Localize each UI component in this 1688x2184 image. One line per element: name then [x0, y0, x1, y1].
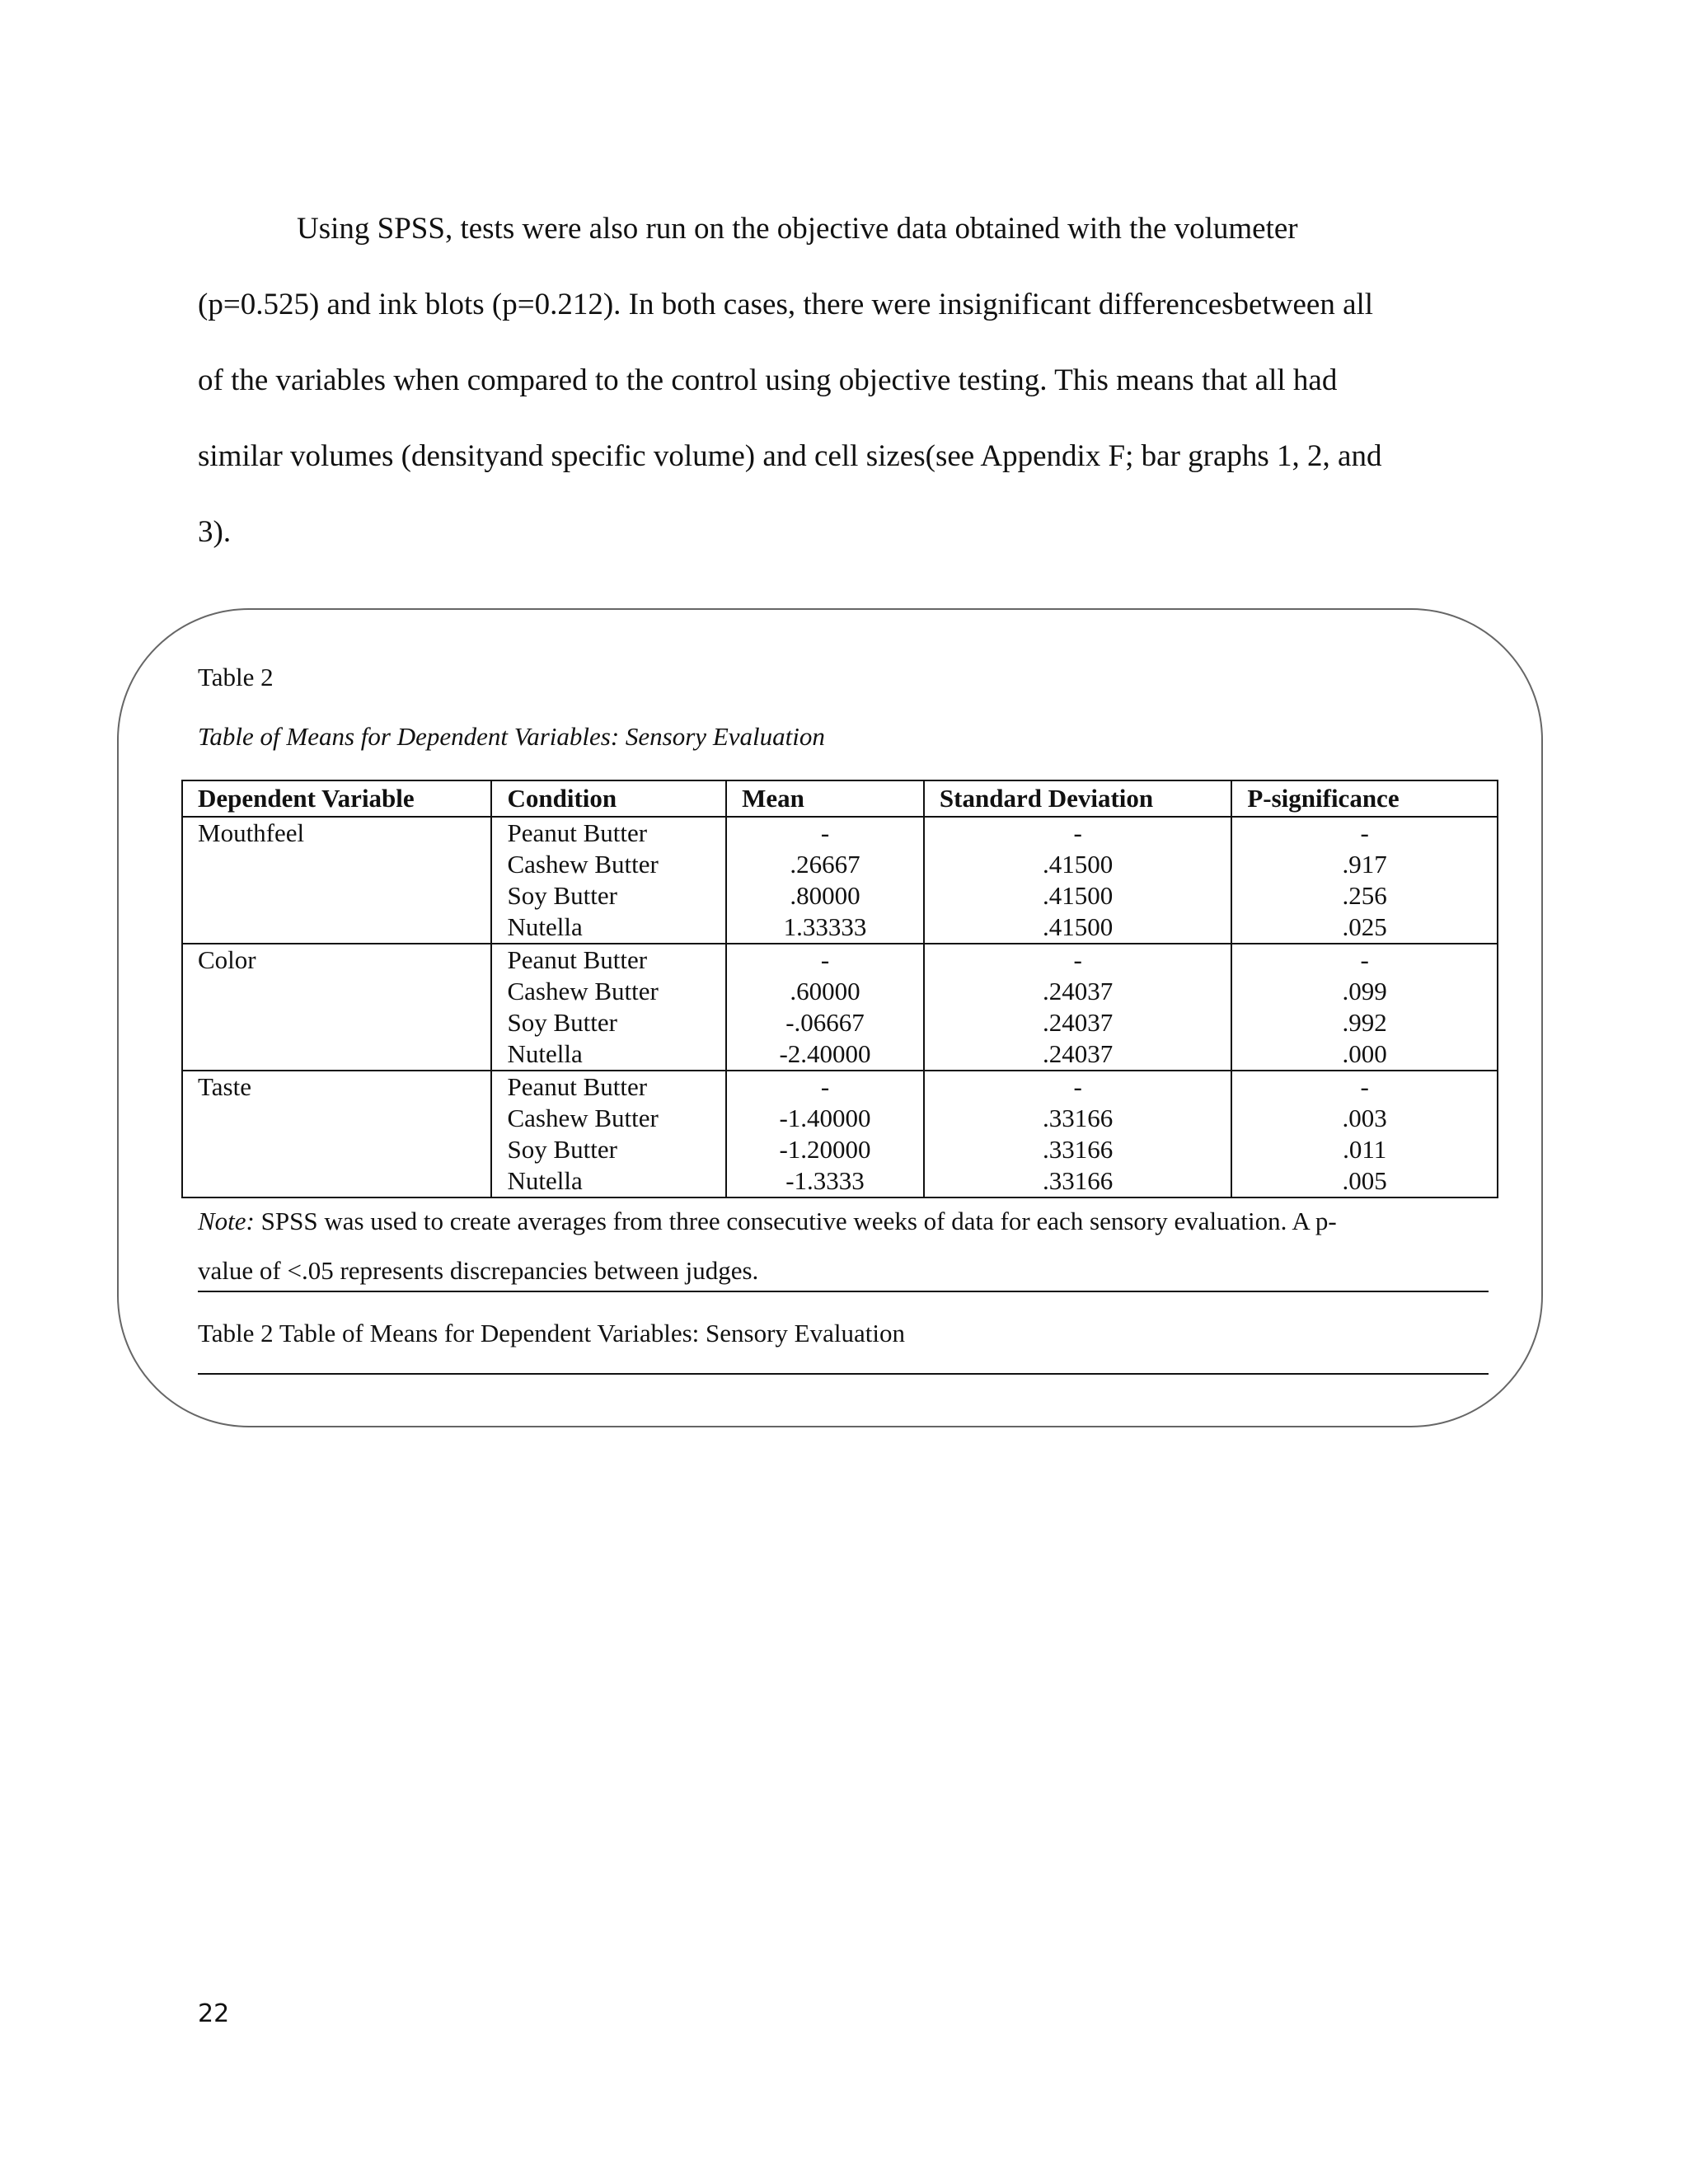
- sd-cell: .41500: [924, 849, 1231, 880]
- variable-cell: [182, 1103, 491, 1134]
- table-row: [182, 817, 1498, 849]
- body-line-4: similar volumes (densityand specific volume) and cell sizes(see Appendix F; bar graphs 1, 2, and: [198, 439, 1382, 473]
- variable-cell: Taste: [182, 1071, 491, 1103]
- condition-cell: Soy Butter: [491, 1007, 726, 1038]
- mean-cell: -1.3333: [726, 1165, 924, 1197]
- mean-cell: -1.20000: [726, 1134, 924, 1165]
- sd-cell: .41500: [924, 912, 1231, 944]
- body-paragraph: [198, 191, 1500, 570]
- variable-cell: [182, 912, 491, 944]
- mean-cell: .26667: [726, 849, 924, 880]
- header-p-significance: P-significance: [1231, 780, 1498, 817]
- note-text-line-1: SPSS was used to create averages from three consecutive weeks of data for each sensory evaluation. A p-: [254, 1207, 1337, 1235]
- table-header-row: [182, 780, 1498, 817]
- p-cell: .011: [1231, 1134, 1498, 1165]
- caption-rule-bottom: [198, 1373, 1489, 1375]
- condition-cell: Nutella: [491, 1038, 726, 1071]
- variable-cell: [182, 1038, 491, 1071]
- variable-cell: [182, 880, 491, 912]
- condition-cell: Cashew Butter: [491, 849, 726, 880]
- header-condition: Condition: [491, 780, 726, 817]
- sd-cell: .33166: [924, 1134, 1231, 1165]
- header-dependent-variable: Dependent Variable: [182, 780, 491, 817]
- table-row: [182, 976, 1498, 1007]
- variable-cell: Color: [182, 944, 491, 976]
- table-number: Table 2: [198, 663, 274, 691]
- condition-cell: Peanut Butter: [491, 817, 726, 849]
- condition-cell: Nutella: [491, 1165, 726, 1197]
- table-row: [182, 880, 1498, 912]
- body-line-3: of the variables when compared to the control using objective testing. This means that all had: [198, 363, 1338, 397]
- variable-cell: [182, 976, 491, 1007]
- table-row: [182, 1007, 1498, 1038]
- caption-rule-top: [198, 1291, 1489, 1292]
- variable-cell: [182, 849, 491, 880]
- table-caption: Table 2 Table of Means for Dependent Variables: Sensory Evaluation: [198, 1319, 905, 1347]
- mean-cell: -.06667: [726, 1007, 924, 1038]
- table-row: [182, 1038, 1498, 1071]
- header-mean: Mean: [726, 780, 924, 817]
- table-row: [182, 1165, 1498, 1197]
- p-cell: .992: [1231, 1007, 1498, 1038]
- table-row: [182, 1103, 1498, 1134]
- header-standard-deviation: Standard Deviation: [924, 780, 1231, 817]
- sd-cell: .33166: [924, 1103, 1231, 1134]
- p-cell: .000: [1231, 1038, 1498, 1071]
- sd-cell: .24037: [924, 1007, 1231, 1038]
- mean-cell: -: [726, 1071, 924, 1103]
- condition-cell: Peanut Butter: [491, 1071, 726, 1103]
- mean-cell: -1.40000: [726, 1103, 924, 1134]
- condition-cell: Nutella: [491, 912, 726, 944]
- sd-cell: .24037: [924, 976, 1231, 1007]
- condition-cell: Peanut Butter: [491, 944, 726, 976]
- body-line-5: 3).: [198, 515, 232, 549]
- sd-cell: -: [924, 817, 1231, 849]
- variable-cell: Mouthfeel: [182, 817, 491, 849]
- p-cell: .917: [1231, 849, 1498, 880]
- sd-cell: .33166: [924, 1165, 1231, 1197]
- sd-cell: .24037: [924, 1038, 1231, 1071]
- p-cell: .099: [1231, 976, 1498, 1007]
- p-cell: .005: [1231, 1165, 1498, 1197]
- p-cell: -: [1231, 817, 1498, 849]
- p-cell: -: [1231, 1071, 1498, 1103]
- condition-cell: Cashew Butter: [491, 1103, 726, 1134]
- variable-cell: [182, 1134, 491, 1165]
- mean-cell: -: [726, 944, 924, 976]
- p-cell: -: [1231, 944, 1498, 976]
- condition-cell: Soy Butter: [491, 880, 726, 912]
- table-row: [182, 1071, 1498, 1103]
- body-line-2: (p=0.525) and ink blots (p=0.212). In both cases, there were insignificant differencesbetween all: [198, 288, 1374, 321]
- mean-cell: -2.40000: [726, 1038, 924, 1071]
- page-number: 22: [198, 1999, 230, 2028]
- p-cell: .256: [1231, 880, 1498, 912]
- condition-cell: Cashew Butter: [491, 976, 726, 1007]
- means-table: [181, 780, 1498, 1198]
- sd-cell: -: [924, 1071, 1231, 1103]
- sd-cell: -: [924, 944, 1231, 976]
- table-row: [182, 944, 1498, 976]
- note-label: Note:: [198, 1207, 255, 1235]
- p-cell: .025: [1231, 912, 1498, 944]
- table-row: [182, 849, 1498, 880]
- p-cell: .003: [1231, 1103, 1498, 1134]
- mean-cell: .60000: [726, 976, 924, 1007]
- mean-cell: .80000: [726, 880, 924, 912]
- variable-cell: [182, 1007, 491, 1038]
- table-title: Table of Means for Dependent Variables: Sensory Evaluation: [198, 722, 825, 751]
- table-row: [182, 1134, 1498, 1165]
- table-row: [182, 912, 1498, 944]
- sd-cell: .41500: [924, 880, 1231, 912]
- variable-cell: [182, 1165, 491, 1197]
- mean-cell: 1.33333: [726, 912, 924, 944]
- note-text-line-2: value of <.05 represents discrepancies between judges.: [198, 1256, 759, 1285]
- table-note: [198, 1197, 1517, 1296]
- body-line-1: Using SPSS, tests were also run on the objective data obtained with the volumeter: [297, 212, 1298, 246]
- mean-cell: -: [726, 817, 924, 849]
- condition-cell: Soy Butter: [491, 1134, 726, 1165]
